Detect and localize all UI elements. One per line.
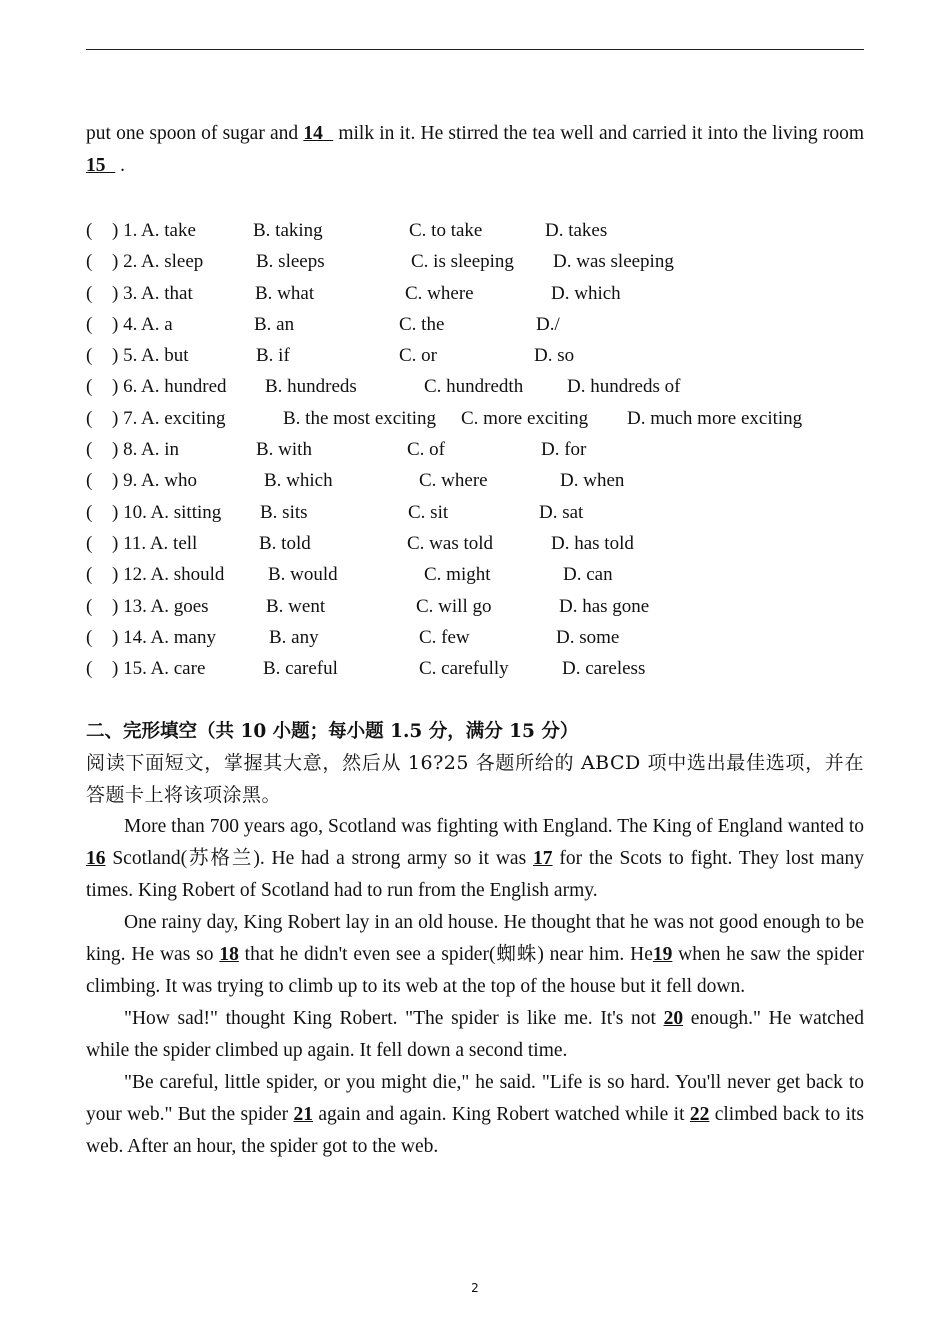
option-a: ) 3. A. that [112, 282, 193, 304]
option-d: D./ [536, 313, 560, 335]
question-row [86, 591, 864, 622]
option-b: B. which [264, 470, 333, 492]
option-d: D. takes [545, 220, 608, 241]
option-c: C. hundredth [424, 376, 524, 398]
blank-21: 21 [293, 1104, 313, 1126]
option-d: D. much more exciting [627, 407, 803, 429]
answer-bracket: ( [86, 658, 93, 680]
option-a: ) 12. A. should [112, 564, 225, 586]
page-content [86, 118, 864, 1163]
passage-continuation [86, 118, 864, 182]
option-b: B. with [256, 439, 312, 461]
question-row [86, 246, 864, 277]
option-b: B. the most exciting [283, 407, 437, 429]
option-c: C. where [419, 470, 488, 492]
story-paragraph-3 [86, 1003, 864, 1067]
blank-14: 14 [303, 123, 334, 144]
story-paragraph-1 [86, 811, 864, 907]
question-row [86, 559, 864, 590]
option-d: D. which [551, 282, 621, 304]
option-b: B. would [268, 564, 338, 586]
option-a: ) 14. A. many [112, 626, 216, 648]
story-text: "How sad!" thought King Robert. "The spider is like me. It's not [124, 1008, 664, 1030]
story-paragraph-2 [86, 907, 864, 1003]
answer-bracket: ( [86, 407, 93, 429]
option-a: ) 11. A. tell [112, 532, 198, 554]
option-b: B. told [259, 532, 311, 554]
option-a: ) 5. A. but [112, 345, 189, 367]
story-text: More than 700 years ago, Scotland was fighting with England. The King of England wanted to [124, 816, 864, 838]
header-rule [86, 49, 864, 50]
question-row [86, 371, 864, 402]
blank-17: 17 [533, 848, 553, 870]
story-text: One rainy day, King Robert lay in an old house. He thought that he was not good enough to be king. He was so [86, 912, 864, 966]
option-d: D. has gone [559, 595, 650, 617]
option-c: C. where [405, 282, 474, 304]
option-d: D. when [560, 470, 625, 492]
question-row [86, 309, 864, 340]
option-b: B. if [256, 345, 290, 367]
blank-18: 18 [219, 944, 239, 966]
option-c: C. few [419, 626, 470, 648]
answer-bracket: ( [86, 626, 93, 648]
passage-text: milk in it. He stirred the tea well and carried it into the living room [333, 123, 864, 144]
option-c: C. of [407, 439, 445, 461]
option-a: ) 13. A. goes [112, 595, 209, 617]
blank-22: 22 [689, 1104, 710, 1126]
question-row [86, 465, 864, 496]
passage-text: . [115, 155, 125, 176]
option-c: C. sit [408, 501, 449, 523]
option-d: D. has told [551, 532, 634, 554]
blank-16: 16 [86, 848, 106, 870]
option-d: D. so [534, 345, 575, 367]
option-a: ) 8. A. in [112, 439, 180, 461]
option-d: D. can [563, 564, 613, 586]
option-c: C. to take [409, 220, 483, 241]
option-a: ) 2. A. sleep [112, 251, 204, 273]
question-row [86, 340, 864, 371]
blank-19: 19 [652, 944, 673, 966]
question-row [86, 215, 864, 246]
answer-bracket: ( [86, 376, 93, 398]
page-number: 2 [471, 1281, 479, 1295]
blank-20: 20 [663, 1008, 684, 1030]
answer-bracket: ( [86, 564, 93, 586]
question-row [86, 622, 864, 653]
question-row [86, 497, 864, 528]
answer-bracket: ( [86, 313, 93, 335]
option-b: B. any [269, 626, 319, 648]
question-row [86, 528, 864, 559]
option-a: ) 4. A. a [112, 313, 173, 335]
option-a: ) 9. A. who [112, 470, 197, 492]
story-paragraph-4 [86, 1067, 864, 1163]
answer-bracket: ( [86, 282, 93, 304]
option-c: C. is sleeping [411, 251, 514, 273]
question-row [86, 653, 864, 684]
blank-15: 15 [86, 155, 116, 176]
option-c: C. carefully [419, 658, 509, 680]
option-a: ) 15. A. care [112, 658, 206, 680]
option-c: C. or [399, 345, 437, 367]
option-c: C. will go [416, 595, 492, 617]
story-text: that he didn't even see a spider(蜘蛛) near him. He [238, 944, 653, 966]
answer-bracket: ( [86, 470, 93, 492]
option-c: C. more exciting [461, 407, 589, 429]
story-text: for the Scots to fight. They lost many times. King Robert of Scotland had to run from the English army. [86, 848, 865, 902]
multiple-choice-options [86, 215, 864, 684]
option-b: B. an [254, 313, 295, 335]
story-text: when he saw the spider climbing. It was trying to climb up to its web at the top of the house but it fell down. [86, 944, 864, 998]
option-d: D. hundreds of [567, 376, 681, 398]
option-c: C. the [399, 313, 445, 335]
option-d: D. some [556, 626, 620, 648]
answer-bracket: ( [86, 532, 93, 554]
question-row [86, 403, 864, 434]
option-b: B. went [266, 595, 326, 617]
option-a: ) 6. A. hundred [112, 376, 227, 398]
option-b: B. sleeps [256, 251, 325, 273]
option-d: D. careless [562, 658, 646, 680]
answer-bracket: ( [86, 439, 93, 461]
option-d: D. sat [539, 501, 584, 523]
story-text: climbed back to its web. After an hour, the spider got to the web. [86, 1104, 865, 1158]
story-text: enough." He watched while the spider climbed up again. It fell down a second time. [86, 1008, 864, 1062]
option-c: C. was told [407, 532, 494, 554]
answer-bracket: ( [86, 220, 93, 241]
answer-bracket: ( [86, 345, 93, 367]
story-text: Scotland(苏格兰). He had a strong army so it was [105, 848, 534, 870]
option-d: D. was sleeping [553, 251, 674, 273]
option-d: D. for [541, 439, 587, 461]
option-b: B. sits [260, 501, 308, 523]
option-b: B. hundreds [265, 376, 357, 398]
passage-text: put one spoon of sugar and [86, 123, 304, 144]
option-a: ) 7. A. exciting [112, 407, 226, 429]
option-a: ) 1. A. take [112, 220, 196, 241]
question-row [86, 278, 864, 309]
story-text: again and again. King Robert watched while it [313, 1104, 690, 1126]
answer-bracket: ( [86, 251, 93, 273]
option-b: B. what [255, 282, 315, 304]
story-text: "Be careful, little spider, or you might die," he said. "Life is so hard. You'll never get back to your web." But the spider [86, 1072, 864, 1126]
option-c: C. might [424, 564, 491, 586]
question-row [86, 434, 864, 465]
option-b: B. careful [263, 658, 338, 680]
answer-bracket: ( [86, 595, 93, 617]
answer-bracket: ( [86, 501, 93, 523]
option-b: B. taking [253, 220, 323, 241]
section-instruction: 阅读下面短文，掌握其大意，然后从 16?25 各题所给的 ABCD 项中选出最佳选项，并在答题卡上将该项涂黑。 [86, 752, 864, 807]
section-heading: 二、完形填空（共 10 小题；每小题 1.5 分，满分 15 分） [86, 721, 579, 743]
option-a: ) 10. A. sitting [112, 501, 222, 523]
